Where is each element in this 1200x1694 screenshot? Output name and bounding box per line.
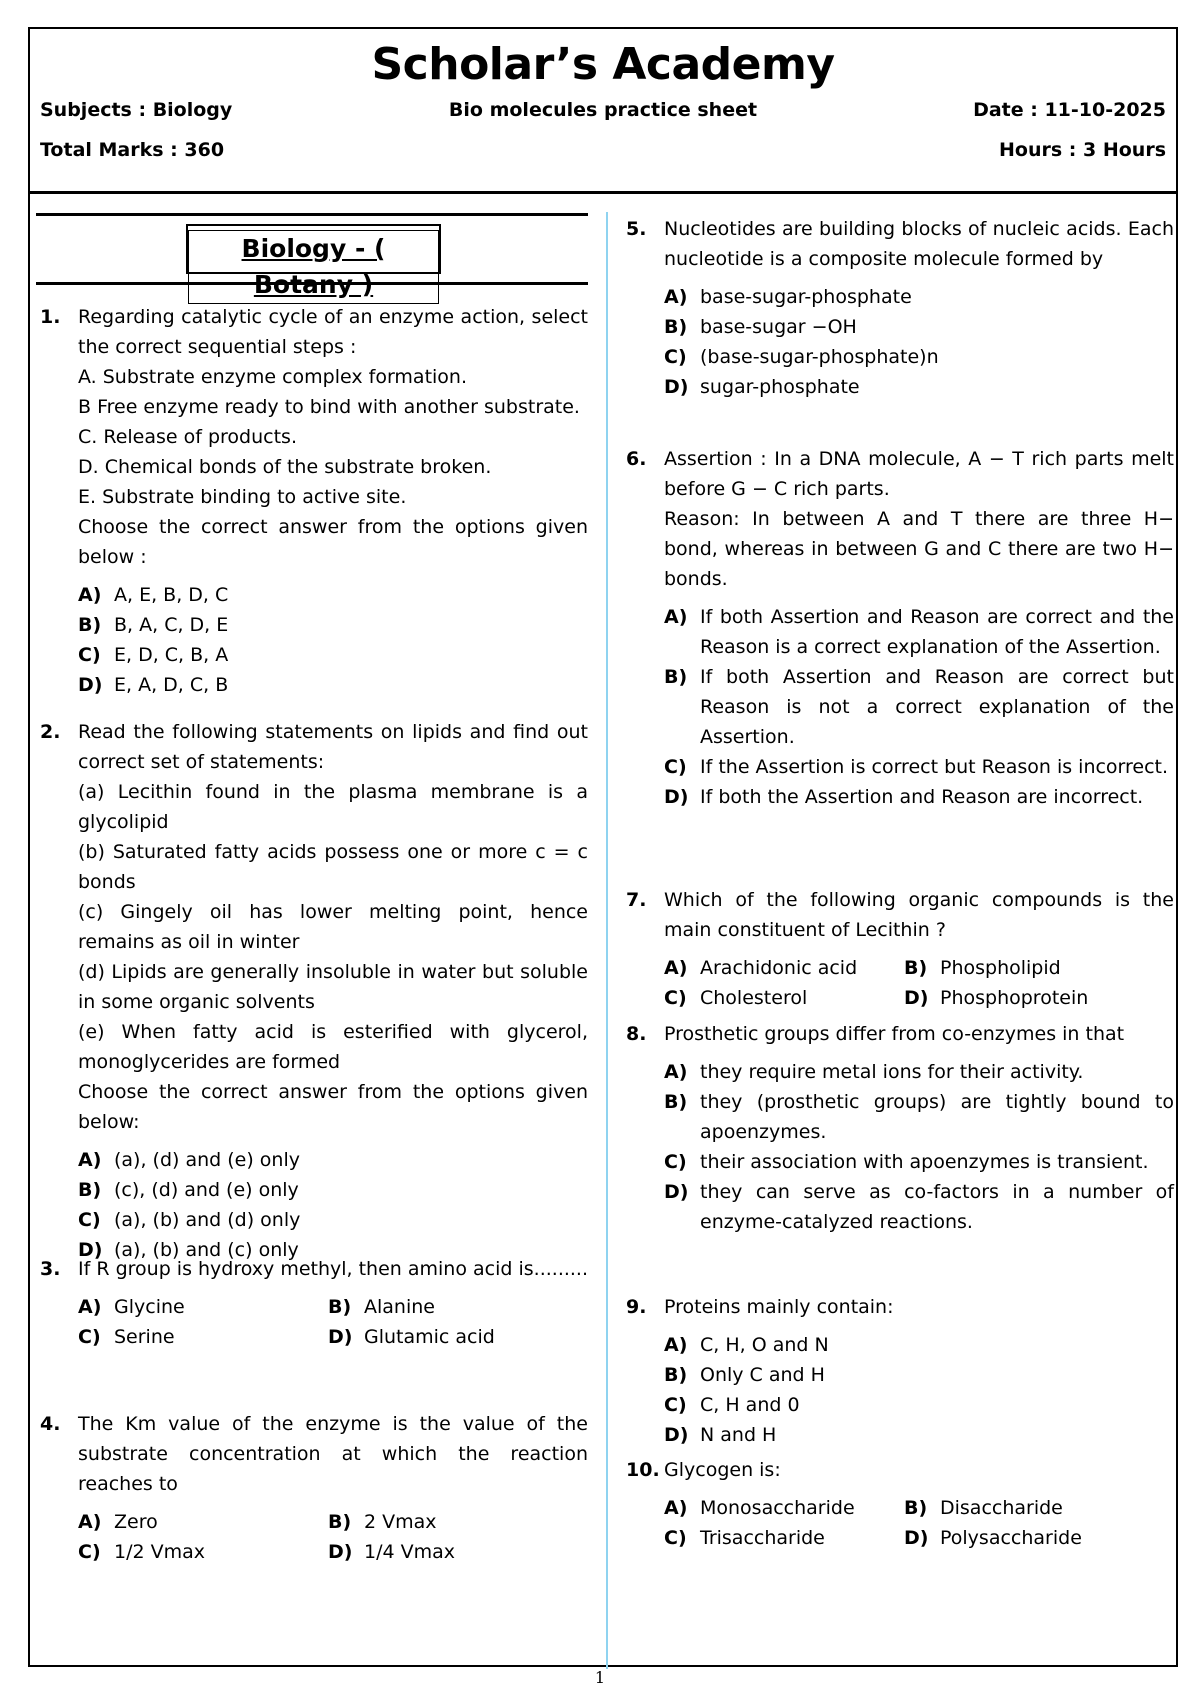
- option-d[interactable]: [904, 1523, 1082, 1553]
- section-heading-box: [186, 224, 441, 299]
- question-text: The Km value of the enzyme is the value of the substrate concentration at which the reaction reaches to: [78, 1413, 588, 1495]
- total-marks-label: Total Marks : 360: [40, 139, 225, 161]
- option-text: If both Assertion and Reason are correct but Reason is not a correct explanation of the Assertion.: [700, 666, 1174, 748]
- section-heading: Biology - ( Botany ): [188, 230, 439, 304]
- statement-e: (e) When fatty acid is esterified with glycerol, monoglycerides are formed: [78, 1021, 588, 1073]
- option-text: Serine: [114, 1326, 175, 1348]
- section-rule-bottom: [36, 282, 588, 285]
- options-grid: [78, 1507, 588, 1567]
- option-label: C): [664, 756, 687, 778]
- question-text: Glycogen is:: [664, 1459, 781, 1481]
- statement-c: C. Release of products.: [78, 426, 297, 448]
- option-label: D): [328, 1326, 353, 1348]
- option-label: A): [664, 957, 688, 979]
- option-a[interactable]: [78, 1145, 588, 1175]
- option-text: N and H: [700, 1424, 777, 1446]
- option-label: A): [78, 584, 102, 606]
- option-text: B, A, C, D, E: [114, 614, 229, 636]
- question-number: 7.: [626, 889, 647, 911]
- option-label: B): [664, 1091, 688, 1113]
- option-d[interactable]: [904, 983, 1088, 1013]
- option-a[interactable]: [78, 1292, 185, 1322]
- option-text: Monosaccharide: [700, 1497, 855, 1519]
- option-a[interactable]: [664, 282, 1174, 312]
- header-row-1: [40, 99, 1166, 125]
- option-a[interactable]: [664, 1330, 1174, 1360]
- question-6: [622, 444, 1174, 812]
- option-text: (base-sugar-phosphate)n: [700, 346, 939, 368]
- option-text: Phospholipid: [940, 957, 1061, 979]
- question-number: 10.: [626, 1459, 660, 1481]
- question-text: Nucleotides are building blocks of nucleic acids. Each nucleotide is a composite molecule formed by: [664, 218, 1174, 270]
- page-number: 1: [594, 1668, 606, 1687]
- assertion-text: Assertion : In a DNA molecule, A − T rich parts melt before G − C rich parts.: [664, 448, 1174, 500]
- academy-title: Scholar’s Academy: [371, 39, 835, 90]
- option-label: C): [664, 987, 687, 1009]
- option-text: E, D, C, B, A: [114, 644, 229, 666]
- question-number: 4.: [40, 1413, 61, 1435]
- option-text: (a), (b) and (c) only: [114, 1239, 299, 1261]
- option-b[interactable]: [78, 610, 588, 640]
- section-rule-top: [36, 213, 588, 216]
- option-c[interactable]: [78, 1205, 588, 1235]
- option-label: A): [664, 1497, 688, 1519]
- header-divider: [30, 191, 1176, 194]
- option-text: Phosphoprotein: [940, 987, 1089, 1009]
- option-text: 1/2 Vmax: [114, 1541, 206, 1563]
- subject-label: Subjects : Biology: [40, 99, 233, 121]
- statement-b: B Free enzyme ready to bind with another substrate.: [78, 396, 580, 418]
- option-text: 1/4 Vmax: [364, 1541, 456, 1563]
- option-label: C): [78, 1326, 101, 1348]
- option-b[interactable]: [664, 1087, 1174, 1147]
- option-c[interactable]: [78, 1322, 175, 1352]
- option-label: C): [78, 1209, 101, 1231]
- option-text: their association with apoenzymes is transient.: [700, 1151, 1149, 1173]
- option-a[interactable]: [664, 602, 1174, 662]
- option-b[interactable]: [904, 953, 1061, 983]
- option-label: C): [78, 644, 101, 666]
- option-text: If both Assertion and Reason are correct and the Reason is a correct explanation of the Assertion.: [700, 606, 1174, 658]
- date-label: Date : 11-10-2025: [973, 99, 1166, 121]
- statement-b: (b) Saturated fatty acids possess one or more c = c bonds: [78, 841, 588, 893]
- option-text: Alanine: [364, 1296, 435, 1318]
- option-label: B): [78, 614, 102, 636]
- option-label: A): [664, 606, 688, 628]
- option-c[interactable]: [664, 1390, 1174, 1420]
- option-d[interactable]: [328, 1537, 455, 1567]
- question-10: [622, 1455, 1174, 1553]
- option-label: D): [78, 1239, 103, 1261]
- option-label: D): [78, 674, 103, 696]
- option-d[interactable]: [664, 1177, 1174, 1237]
- option-d[interactable]: [664, 1420, 1174, 1450]
- option-d[interactable]: [78, 670, 588, 700]
- option-label: A): [664, 1061, 688, 1083]
- options-grid: [664, 1493, 1174, 1553]
- statement-e: E. Substrate binding to active site.: [78, 486, 407, 508]
- option-text: 2 Vmax: [364, 1511, 437, 1533]
- statement-a: (a) Lecithin found in the plasma membrane is a glycolipid: [78, 781, 588, 833]
- option-label: B): [904, 1497, 928, 1519]
- question-number: 2.: [40, 721, 61, 743]
- option-text: C, H, O and N: [700, 1334, 829, 1356]
- option-b[interactable]: [904, 1493, 1063, 1523]
- option-text: base-sugar-phosphate: [700, 286, 912, 308]
- option-text: sugar-phosphate: [700, 376, 860, 398]
- option-c[interactable]: [664, 342, 1174, 372]
- option-label: D): [904, 987, 929, 1009]
- option-c[interactable]: [664, 1147, 1174, 1177]
- option-a[interactable]: [664, 1057, 1174, 1087]
- option-text: Polysaccharide: [940, 1527, 1082, 1549]
- option-label: B): [328, 1296, 352, 1318]
- option-c[interactable]: [664, 1523, 825, 1553]
- option-text: If both the Assertion and Reason are incorrect.: [700, 786, 1144, 808]
- option-a[interactable]: [664, 1493, 855, 1523]
- statement-d: D. Chemical bonds of the substrate broken.: [78, 456, 492, 478]
- option-label: D): [664, 1181, 689, 1203]
- option-label: D): [664, 376, 689, 398]
- question-8: [622, 1019, 1174, 1237]
- option-d[interactable]: [664, 782, 1174, 812]
- option-text: they require metal ions for their activity.: [700, 1061, 1084, 1083]
- option-c[interactable]: [664, 983, 807, 1013]
- option-label: A): [664, 1334, 688, 1356]
- question-2: [36, 717, 588, 1265]
- option-b[interactable]: [78, 1175, 588, 1205]
- statement-c: (c) Gingely oil has lower melting point, hence remains as oil in winter: [78, 901, 588, 953]
- question-text: Regarding catalytic cycle of an enzyme action, select the correct sequential steps :: [78, 306, 588, 358]
- option-label: B): [328, 1511, 352, 1533]
- option-text: (a), (d) and (e) only: [114, 1149, 301, 1171]
- question-number: 5.: [626, 218, 647, 240]
- option-label: C): [664, 1151, 687, 1173]
- option-label: A): [78, 1149, 102, 1171]
- option-text: (a), (b) and (d) only: [114, 1209, 301, 1231]
- options-grid: [78, 1292, 588, 1352]
- option-d[interactable]: [328, 1322, 495, 1352]
- option-text: Only C and H: [700, 1364, 825, 1386]
- question-9: [622, 1292, 1174, 1450]
- option-text: (c), (d) and (e) only: [114, 1179, 299, 1201]
- option-label: C): [664, 1394, 687, 1416]
- option-text: E, A, D, C, B: [114, 674, 229, 696]
- option-label: A): [78, 1296, 102, 1318]
- option-label: D): [664, 1424, 689, 1446]
- option-a[interactable]: [78, 580, 588, 610]
- option-d[interactable]: [664, 372, 1174, 402]
- option-a[interactable]: [664, 953, 857, 983]
- option-label: B): [664, 666, 688, 688]
- option-text: they (prosthetic groups) are tightly bound to apoenzymes.: [700, 1091, 1174, 1143]
- column-divider: [606, 212, 608, 1669]
- question-text: Prosthetic groups differ from co-enzymes in that: [664, 1023, 1125, 1045]
- option-b[interactable]: [664, 662, 1174, 752]
- question-3: [36, 1254, 588, 1352]
- question-text: Proteins mainly contain:: [664, 1296, 894, 1318]
- option-text: If the Assertion is correct but Reason is incorrect.: [700, 756, 1169, 778]
- option-label: C): [78, 1541, 101, 1563]
- question-number: 3.: [40, 1258, 61, 1280]
- option-c[interactable]: [78, 640, 588, 670]
- question-number: 1.: [40, 306, 61, 328]
- option-text: Disaccharide: [940, 1497, 1063, 1519]
- option-label: D): [664, 786, 689, 808]
- option-b[interactable]: [664, 1360, 1174, 1390]
- question-5: [622, 214, 1174, 402]
- option-text: base-sugar −OH: [700, 316, 857, 338]
- option-text: Cholesterol: [700, 987, 808, 1009]
- option-text: Glutamic acid: [364, 1326, 495, 1348]
- option-label: B): [904, 957, 928, 979]
- hours-label: Hours : 3 Hours: [999, 139, 1166, 161]
- statement-a: A. Substrate enzyme complex formation.: [78, 366, 468, 388]
- question-number: 6.: [626, 448, 647, 470]
- option-text: they can serve as co-factors in a number of enzyme-catalyzed reactions.: [700, 1181, 1174, 1233]
- question-1: [36, 302, 588, 700]
- option-label: B): [664, 316, 688, 338]
- instruction-text: Choose the correct answer from the options given below:: [78, 1081, 588, 1133]
- question-4: [36, 1409, 588, 1567]
- option-b[interactable]: [664, 312, 1174, 342]
- option-label: A): [664, 286, 688, 308]
- question-number: 8.: [626, 1023, 647, 1045]
- question-number: 9.: [626, 1296, 647, 1318]
- option-label: D): [904, 1527, 929, 1549]
- question-text: If R group is hydroxy methyl, then amino acid is.........: [78, 1258, 589, 1280]
- option-text: C, H and 0: [700, 1394, 800, 1416]
- option-label: A): [78, 1511, 102, 1533]
- option-text: Arachidonic acid: [700, 957, 858, 979]
- option-label: B): [664, 1364, 688, 1386]
- option-label: B): [78, 1179, 102, 1201]
- sheet-name: Bio molecules practice sheet: [448, 99, 758, 121]
- option-c[interactable]: [78, 1537, 205, 1567]
- header-row-2: [40, 139, 1166, 165]
- option-label: C): [664, 346, 687, 368]
- option-text: Zero: [114, 1511, 158, 1533]
- instruction-text: Choose the correct answer from the options given below :: [78, 516, 588, 568]
- option-label: C): [664, 1527, 687, 1549]
- question-sheet: [28, 27, 1178, 1667]
- option-a[interactable]: [78, 1507, 158, 1537]
- option-text: Trisaccharide: [700, 1527, 825, 1549]
- option-c[interactable]: [664, 752, 1174, 782]
- option-b[interactable]: [328, 1292, 435, 1322]
- reason-text: Reason: In between A and T there are three H− bond, whereas in between G and C there are two H− bonds.: [664, 508, 1174, 590]
- question-7: [622, 885, 1174, 1013]
- options-grid: [664, 953, 1174, 1013]
- option-text: A, E, B, D, C: [114, 584, 229, 606]
- option-b[interactable]: [328, 1507, 437, 1537]
- option-label: D): [328, 1541, 353, 1563]
- option-text: Glycine: [114, 1296, 185, 1318]
- question-text: Which of the following organic compounds is the main constituent of Lecithin ?: [664, 889, 1174, 941]
- statement-d: (d) Lipids are generally insoluble in water but soluble in some organic solvents: [78, 961, 588, 1013]
- question-text: Read the following statements on lipids and find out correct set of statements:: [78, 721, 588, 773]
